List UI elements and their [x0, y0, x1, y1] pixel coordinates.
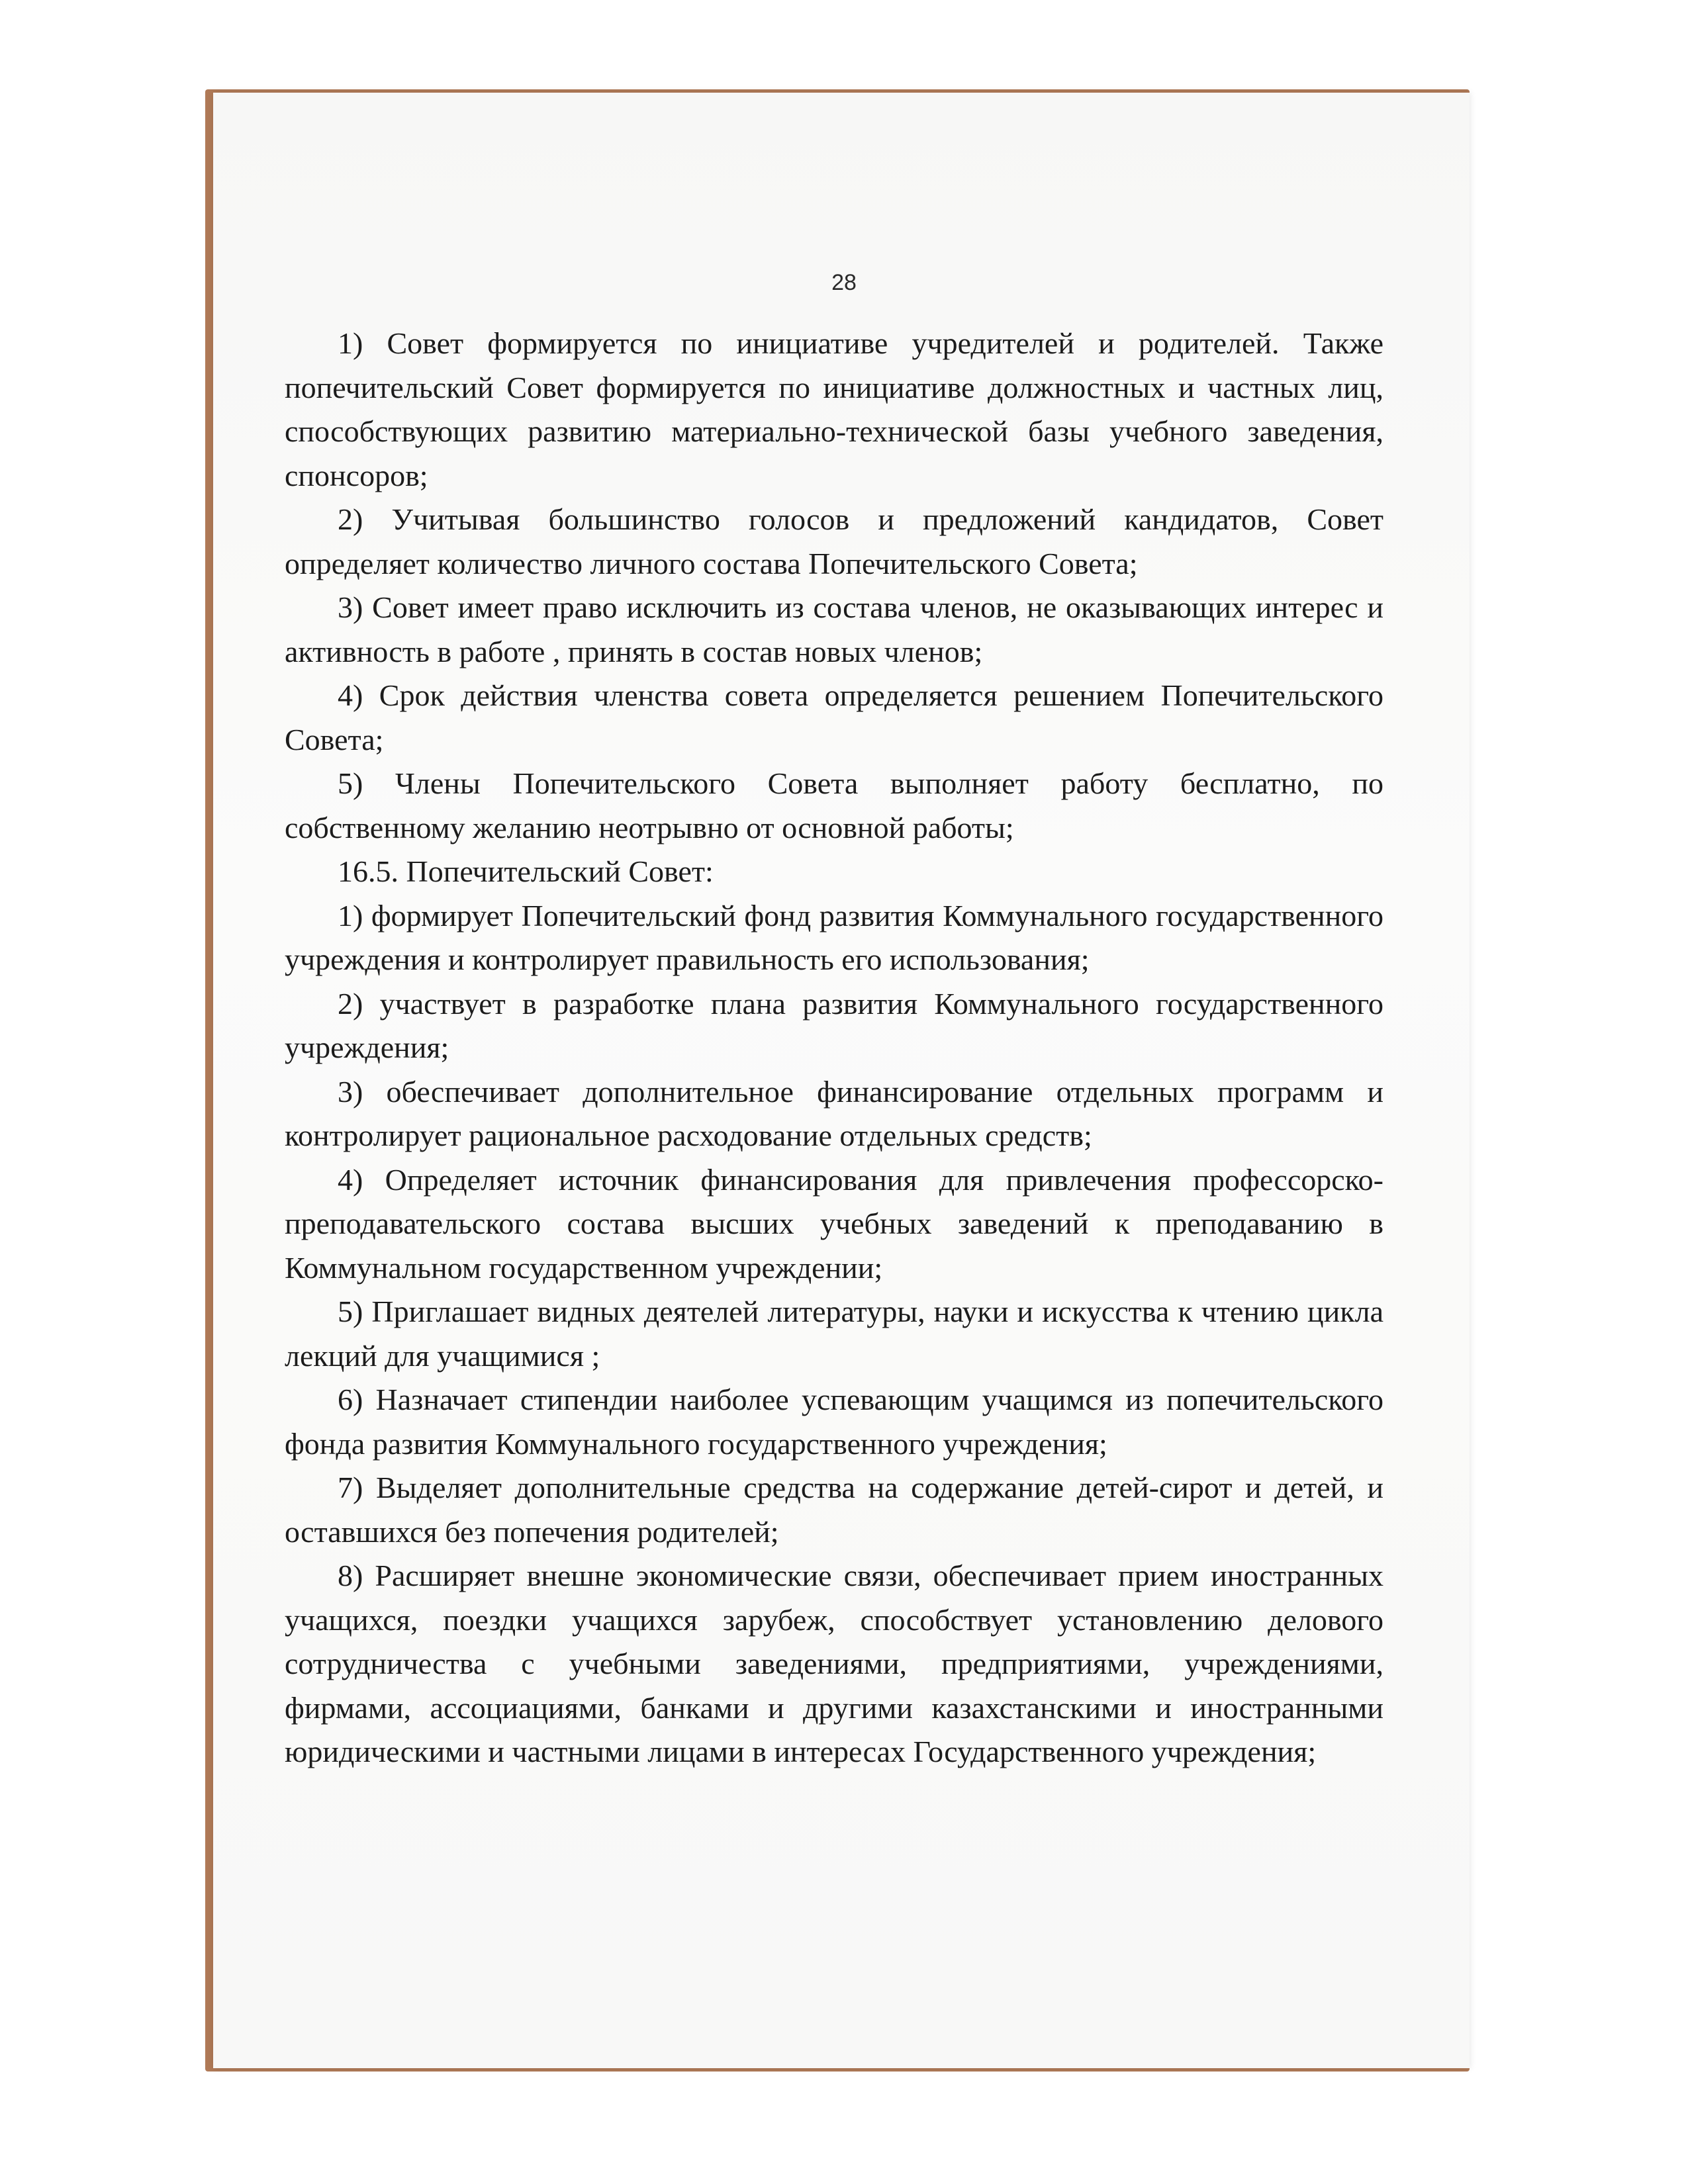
paragraph-duty-4: 4) Определяет источник финансирования для привлечения профессорско-преподавательского состава высших учебных заведений к преподаванию в Коммунальном государственном учреждении;	[285, 1162, 1383, 1285]
paragraph-duty-2: 2) участвует в разработке плана развития Коммунального государственного учреждения;	[285, 986, 1383, 1064]
paragraph-duty-3: 3) обеспечивает дополнительное финансирование отдельных программ и контролирует рациональное расходование отдельных средств;	[285, 1074, 1383, 1152]
paragraph-item-1: 1) Совет формируется по инициативе учредителей и родителей. Также попечительский Совет формируется по инициативе должностных и частных лиц, способствующих развитию материально-технической базы учебного заведения, спонсоров;	[285, 326, 1383, 492]
paragraph-duty-6: 6) Назначает стипендии наиболее успевающим учащимся из попечительского фонда развития Коммунального государственного учреждения;	[285, 1383, 1383, 1461]
paragraph-item-4: 4) Срок действия членства совета определяется решением Попечительского Совета;	[285, 678, 1383, 756]
section-heading-16-5: 16.5. Попечительский Совет:	[338, 854, 714, 888]
paragraph-duty-8: 8) Расширяет внешне экономические связи, обеспечивает прием иностранных учащихся, поездки учащихся зарубеж, способствует установлению делового сотрудничества с учебными заведениями, предприятиями, учреждениями, фирмами, ассоциациями, банками и другими казахстанскими и иностранными юридическими и частными лицами в интересах Государственного учреждения;	[285, 1559, 1383, 1768]
paragraph-duty-7: 7) Выделяет дополнительные средства на содержание детей-сирот и детей, и оставшихся без попечения родителей;	[285, 1471, 1383, 1549]
document-body	[285, 322, 1383, 1774]
paragraph-item-2: 2) Учитывая большинство голосов и предложений кандидатов, Совет определяет количество личного состава Попечительского Совета;	[285, 502, 1383, 580]
paragraph-duty-1: 1) формирует Попечительский фонд развития Коммунального государственного учреждения и контролирует правильность его использования;	[285, 898, 1383, 976]
paragraph-duty-5: 5) Приглашает видных деятелей литературы, науки и искусства к чтению цикла лекций для учащимися ;	[285, 1295, 1383, 1373]
page-number: 28	[831, 270, 857, 295]
paragraph-item-3: 3) Совет имеет право исключить из состава членов, не оказывающих интерес и активность в работе , принять в состав новых членов;	[285, 590, 1383, 668]
paragraph-item-5: 5) Члены Попечительского Совета выполняет работу бесплатно, по собственному желанию неотрывно от основной работы;	[285, 766, 1383, 844]
